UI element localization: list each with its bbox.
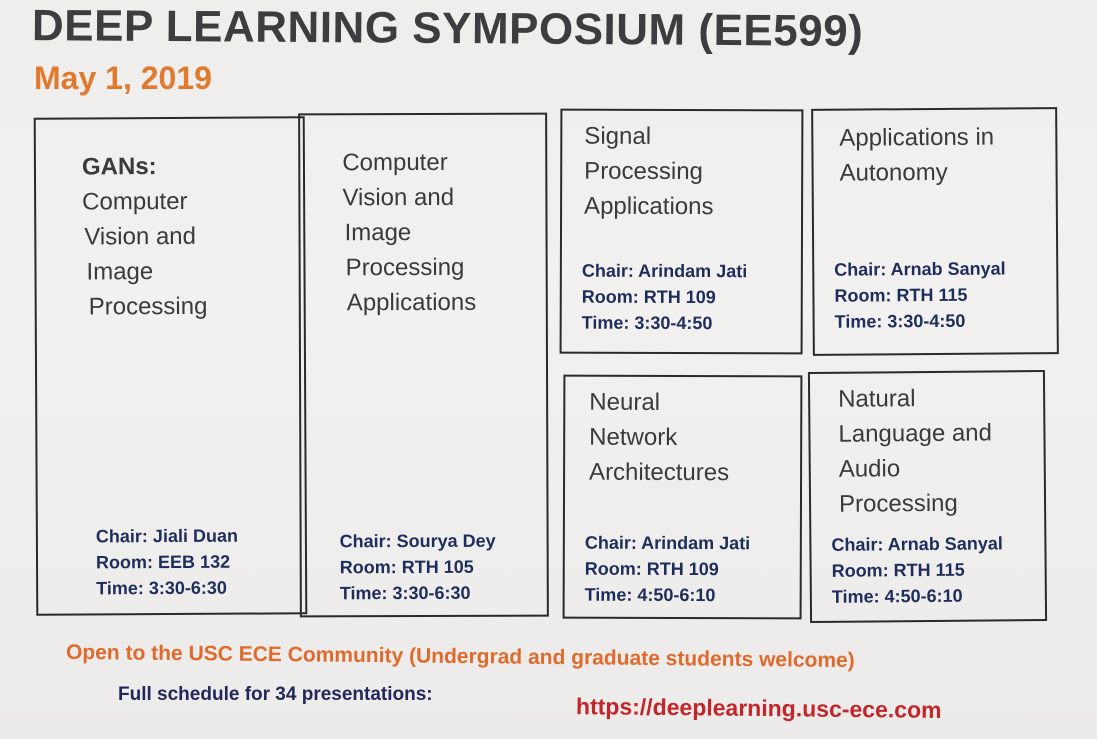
- session-topic: Natural Language and Audio Processing: [838, 385, 993, 518]
- session-info: [582, 258, 801, 337]
- session-room: Room: RTH 105: [339, 556, 474, 578]
- session-room: Room: EEB 132: [95, 551, 231, 573]
- session-box-nlp-audio: [808, 370, 1047, 623]
- session-room: Room: RTH 109: [584, 558, 719, 580]
- session-topic: Signal Processing Applications: [584, 122, 714, 221]
- session-topic: GANs: Computer Vision and Image Processing: [82, 148, 304, 324]
- session-time: Time: 3:30-4:50: [834, 310, 966, 332]
- session-topic: Computer Vision and Image Processing Applications: [342, 148, 477, 317]
- schedule-url: https://deeplearning.usc-ece.com: [575, 693, 942, 723]
- event-date: May 1, 2019: [34, 60, 212, 96]
- session-chair: Chair: Arnab Sanyal: [834, 258, 1006, 280]
- session-info: [831, 530, 1045, 610]
- session-room: Room: RTH 115: [831, 559, 965, 581]
- session-chair: Chair: Arindam Jati: [584, 532, 751, 554]
- session-chair: Chair: Jiali Duan: [95, 525, 238, 547]
- poster-title: DEEP LEARNING SYMPOSIUM (EE599): [31, 1, 864, 56]
- session-box-gans: [34, 116, 308, 615]
- session-info: [340, 528, 547, 607]
- session-info: [585, 530, 800, 609]
- session-chair: Chair: Arnab Sanyal: [831, 533, 1003, 555]
- session-time: Time: 3:30-6:30: [96, 577, 227, 599]
- session-topic: Applications in Autonomy: [839, 123, 995, 187]
- session-topic: Neural Network Architectures: [589, 388, 730, 487]
- session-box-autonomy: [811, 107, 1059, 356]
- session-room: Room: RTH 115: [834, 284, 968, 306]
- session-topic-heading: GANs:: [81, 153, 157, 181]
- session-time: Time: 4:50-6:10: [584, 584, 716, 606]
- session-chair: Chair: Arindam Jati: [581, 260, 748, 282]
- session-time: Time: 3:30-6:30: [339, 582, 471, 604]
- session-info: [834, 255, 1057, 335]
- session-chair: Chair: Sourya Dey: [339, 530, 496, 552]
- session-info: [96, 522, 305, 601]
- session-box-signal-processing: [560, 109, 804, 355]
- schedule-label: Full schedule for 34 presentations:: [118, 684, 433, 705]
- community-notice: Open to the USC ECE Community (Undergrad and graduate students welcome): [65, 640, 855, 673]
- session-box-cv-applications: [298, 113, 549, 618]
- session-room: Room: RTH 109: [581, 286, 716, 308]
- session-time: Time: 4:50-6:10: [831, 585, 963, 607]
- session-time: Time: 3:30-4:50: [581, 312, 713, 334]
- session-box-neural-networks: [563, 375, 803, 620]
